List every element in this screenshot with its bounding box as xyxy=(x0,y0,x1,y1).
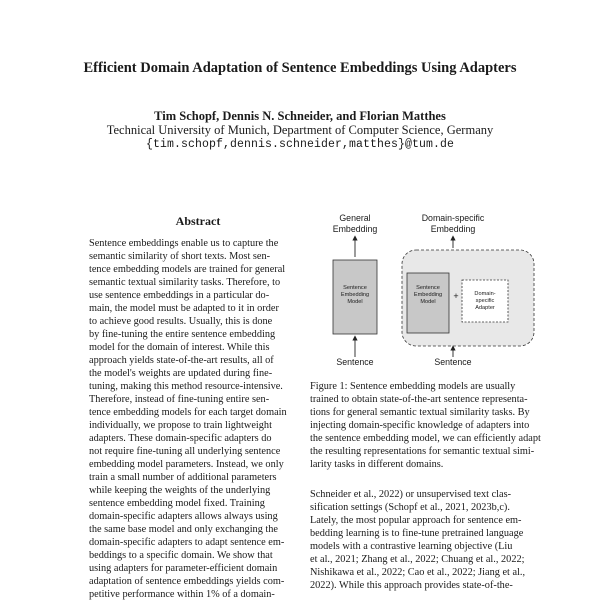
caption-line: the sentence embedding model, we can efficiently adapt xyxy=(310,433,541,444)
plus-sign: + xyxy=(453,291,459,301)
abstract-line: Therefore, instead of fine-tuning entire sen- xyxy=(89,394,270,405)
abstract-line: beddings to a specific domain. We show that xyxy=(89,550,273,561)
abstract-line: by fine-tuning the entire sentence embedding xyxy=(89,329,276,340)
abstract-line: domain-specific adapters to adapt sentence em- xyxy=(89,537,285,548)
affiliation: Technical University of Munich, Department of Computer Science, Germany xyxy=(106,123,494,137)
figure-1 xyxy=(307,205,537,375)
left-model-label: Sentence Embedding Model xyxy=(340,285,370,305)
caption-line: larity tasks in different domains. xyxy=(310,459,444,470)
abstract-line: semantic similarity of short texts. Most sen- xyxy=(89,251,271,262)
abstract-line: Sentence embeddings enable us to capture the xyxy=(89,238,279,249)
left-input-label: Sentence xyxy=(336,357,374,367)
abstract-line: petitive performance within 1% of a domain- xyxy=(89,589,275,600)
abstract-line: to achieve good results. Usually, this is done xyxy=(89,316,273,327)
caption-line: Figure 1: Sentence embedding models are usually xyxy=(310,381,516,392)
body-line: Lately, the most popular approach for sentence em- xyxy=(310,515,522,526)
abstract-line: the same base model and only exchanging the xyxy=(89,524,279,535)
body-line: bedding learning is to fine-tune pretrained language xyxy=(310,528,524,539)
abstract-line: while keeping the weights of the underlying xyxy=(89,485,271,496)
abstract-line: using adapters for parameter-efficient domain xyxy=(89,563,278,574)
general-embedding-label: General Embedding xyxy=(332,213,378,234)
author-emails: {tim.schopf,dennis.schneider,matthes}@tum.de xyxy=(145,138,455,151)
abstract-line: use sentence embeddings in a particular do- xyxy=(89,290,270,301)
abstract-line: semantic textual similarity tasks. Therefore, to xyxy=(89,277,281,288)
caption-line: tions for general semantic textual similarity tasks. By xyxy=(310,407,530,418)
inner-model-label: Sentence Embedding Model xyxy=(413,285,443,305)
abstract-line: model for the domain of interest. While this xyxy=(89,342,270,353)
abstract-heading: Abstract xyxy=(175,214,221,228)
body-line: Schneider et al., 2022) or unsupervised text clas- xyxy=(310,489,512,500)
abstract-line: tuning, making this method resource-intensive. xyxy=(89,381,283,392)
body-line: 2022). While this approach provides state-of-the- xyxy=(310,580,513,591)
caption-line: injecting domain-specific knowledge of adapters into xyxy=(310,420,530,431)
body-line: models with a contrastive learning objective (Liu xyxy=(310,541,513,552)
caption-line: trained to obtain state-of-the-art sentence representa- xyxy=(310,394,528,405)
body-line: Nishikawa et al., 2022; Cao et al., 2022; Jiang et al., xyxy=(310,567,526,578)
abstract-line: embedding model parameters. Instead, we only xyxy=(89,459,284,470)
body-line: sification settings (Schopf et al., 2021, 2023b,c). xyxy=(310,502,510,513)
right-input-label: Sentence xyxy=(434,357,472,367)
abstract-line: domain-specific adapters allows always using xyxy=(89,511,278,522)
abstract-line: individually, we propose to train lightweight xyxy=(89,420,272,431)
abstract-line: approach yields state-of-the-art results, all of xyxy=(89,355,274,366)
abstract-line: not require fine-tuning all underlying sentence xyxy=(89,446,281,457)
abstract-line: sentence embedding model fixed. Training xyxy=(89,498,265,509)
domain-specific-embedding-label: Domain-specific Embedding xyxy=(421,213,485,234)
paper-title: Efficient Domain Adaptation of Sentence Embeddings Using Adapters xyxy=(83,60,517,76)
abstract-line: tence embedding models for each target domain xyxy=(89,407,287,418)
author-list: Tim Schopf, Dennis N. Schneider, and Florian Matthes xyxy=(154,109,446,123)
abstract-line: adaptation of sentence embeddings yields com- xyxy=(89,576,285,587)
abstract-line: train a small number of additional parameters xyxy=(89,472,277,483)
abstract-line: tence embedding models are trained for general xyxy=(89,264,286,275)
adapter-label: Domain- specific Adapter xyxy=(474,291,496,311)
abstract-line: adapters. These domain-specific adapters do xyxy=(89,433,272,444)
abstract-line: main, the model must be adapted to it in order xyxy=(89,303,279,314)
abstract-line: the model's weights are updated during fine- xyxy=(89,368,273,379)
caption-line: the resulting representations for semantic textual simi- xyxy=(310,446,535,457)
body-line: et al., 2021; Zhang et al., 2022; Chuang et al., 2022; xyxy=(310,554,525,565)
